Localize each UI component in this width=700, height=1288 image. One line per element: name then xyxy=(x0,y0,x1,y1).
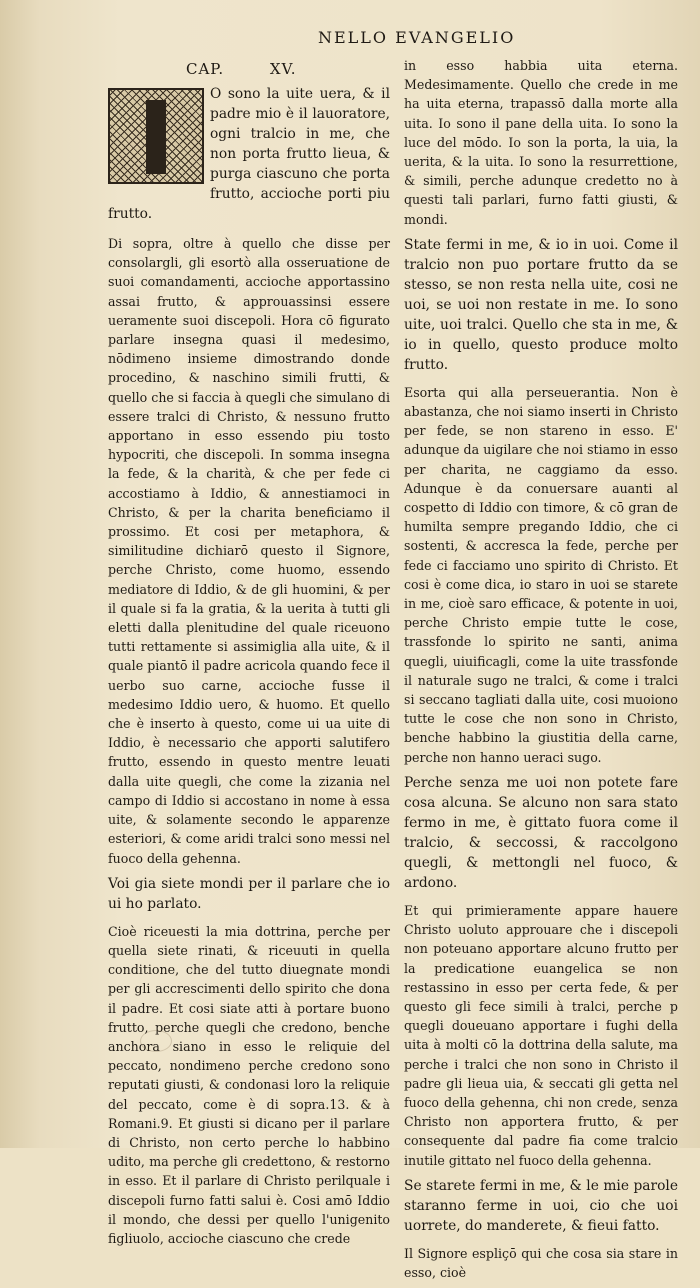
chapter-label: CAP. xyxy=(186,60,225,78)
verse-paragraph: State fermi in me, & io in uoi. Come il tralcio non puo portare frutto da se stesso, se non resta nella uite, cosi ne uoi, se uoi non restate in me. Io sono uite, uoi tralci. Quello che sta in me, & io in quello, questo produce molto frutto. xyxy=(404,236,678,373)
opening-verse: O sono la uite uera, & il padre mio è il lauoratore, ogni tralcio in me, che non porta frutto lieua, & purga ciascuno che porta frutto, accioche porti piu frutto. xyxy=(108,86,390,222)
page-stain xyxy=(140,1030,172,1052)
commentary-paragraph: Esorta qui alla perseuerantia. Non è abastanza, che noi siamo inserti in Christo per fede, se non stareno in esso. E' adunque da uigilare che noi stiamo in esso per charita, ne caggiamo da esso. Adunque è da conuersare auanti al cospetto di Iddio con timore, & cō gran de humilta sempre pregando Iddio, che ci sostenti, & accresca la fede, perche per fede ci facciamo uno spirito di Christo. Et cosi è come dica, io staro in uoi se starete in me, cioè saro efficace, & potente in uoi, perche Christo empie tutte le cose, trassfonde lo spirito ne santi, anima quegli, uiuificagli, come la uite trassfonde il naturale sugo ne tralci, & come i tralci si seccano tagliati dalla uite, cosi muoiono tutte le cose che non sono in Christo, benche habbino la giustitia della carne, perche non hanno ueraci sugo. xyxy=(404,384,678,765)
running-head: NELLO EVANGELIO xyxy=(318,28,516,47)
verse-paragraph: Voi gia siete mondi per il parlare che io ui ho parlato. xyxy=(108,875,390,912)
commentary-paragraph: Cioè riceuesti la mia dottrina, perche per quella siete rinati, & riceuuti in quella conditione, che del tutto diuegnate mondi per gli accrescimenti dello spirito che dona il padre. Et cosi siate atti à portare buono frutto, perche quegli che credono, benche anchora siano in esso le reliquie del peccato, nondimeno perche credono sono reputati giusti, & condonasi loro la reliquie del peccato, come è di sopra.13. & à Romani.9. Et giusti si dicano per il parlare di Christo, non certo perche lo habbino udito, ma perche gli credettono, & restorno in esso. Et il parlare di Christo perilquale i discepoli furno fatti salui è. Cosi amō Iddio il mondo, che dessi per quello l'unigenito figliuolo, accioche ciascuno che crede xyxy=(108,923,390,1246)
verse-paragraph: Perche senza me uoi non potete fare cosa alcuna. Se alcuno non sara stato fermo in me, è gittato fuora come il tralcio, & seccossi, & raccolgono quegli, & mettongli nel fuoco, & ardono. xyxy=(404,774,678,891)
commentary-paragraph: in esso habbia uita eterna. Medesimamente. Quello che crede in me ha uita eterna, trapassō dalla morte alla uita. Io sono il pane della uita. Io sono la luce del mōdo. Io son la porta, la uia, la uerita, & la uita. Io sono la resurrettione, & simili, perche adunque credetto no à questi tali parlari, furno fatti giusti, & mondi. xyxy=(404,58,678,227)
commentary-paragraph: Di sopra, oltre à quello che disse per consolargli, gli esortò alla osseruatione de suoi comandamenti, accioche apportassino assai frutto, & approuassinsi essere ueramente suoi discepoli. Hora cō figurato parlare insegna quasi il medesimo, nōdimeno insieme dimostrando donde procedino, & naschino simili frutti, & quello che si faccia à quegli che simulano di essere tralci di Christo, & nessuno frutto apportano in esso essendo piu tosto hypocriti, che discepoli. In somma insegna la fede, & la charità, & che per fede ci accostiamo à Iddio, & annestiamoci in Christo, & per la charita beneficiamo il prossimo. Et cosi per metaphora, & similitudine dichiarō questo il Signore, perche Christo, come huomo, essendo mediatore di Iddio, & de gli huomini, & per il quale si fa la gratia, & la uerita à tutti gli eletti dalla plenitudine del quale riceuono tutti rettamente si assimiglia alla uite, & il quale piantō il padre acricola quando fece il uerbo suo carne, accioche fusse il medesimo Iddio uero, & huomo. Et quello che è inserto à questo, come ui ua uite di Iddio, è necessario che apporti salutifero frutto, essendo in questo mentre leuati dalla uite quegli, che come la zizania nel campo di Iddio si accostano in nome à essa uite, & solamente secondo le apparenze esteriori, & come aridi tralci sono messi nel fuoco della gehenna. xyxy=(108,236,390,866)
woodcut-initial-icon xyxy=(108,88,204,184)
commentary-paragraph: Il Signore espliçō qui che cosa sia stare in esso, cioè xyxy=(404,1245,678,1280)
chapter-heading xyxy=(186,60,337,78)
chapter-number: XV. xyxy=(269,60,297,78)
verse-paragraph: Se starete fermi in me, & le mie parole staranno ferme in uoi, cio che uoi uorrete, do manderete, & fieui fatto. xyxy=(404,1177,678,1234)
opening-block xyxy=(108,84,390,224)
commentary-paragraph: Et qui primieramente appare hauere Christo uoluto approuare che i discepoli non poteuano apportare alcuno frutto per la predicatione euangelica se non restassino in esso per certa fede, & per questo gli fece simili à tralci, perche p quegli doueuano apportare i fughi della uita à molti cō la dottrina della salute, ma perche i tralci che non sono in Christo il padre gli lieua uia, & seccati gli getta nel fuoco della gehenna, chi non crede, senza Christo non apportera frutto, & per consequente dal padre fia come tralcio inutile gittato nel fuoco della gehenna. xyxy=(404,902,678,1168)
left-column xyxy=(108,84,390,1254)
right-column xyxy=(404,56,678,1288)
